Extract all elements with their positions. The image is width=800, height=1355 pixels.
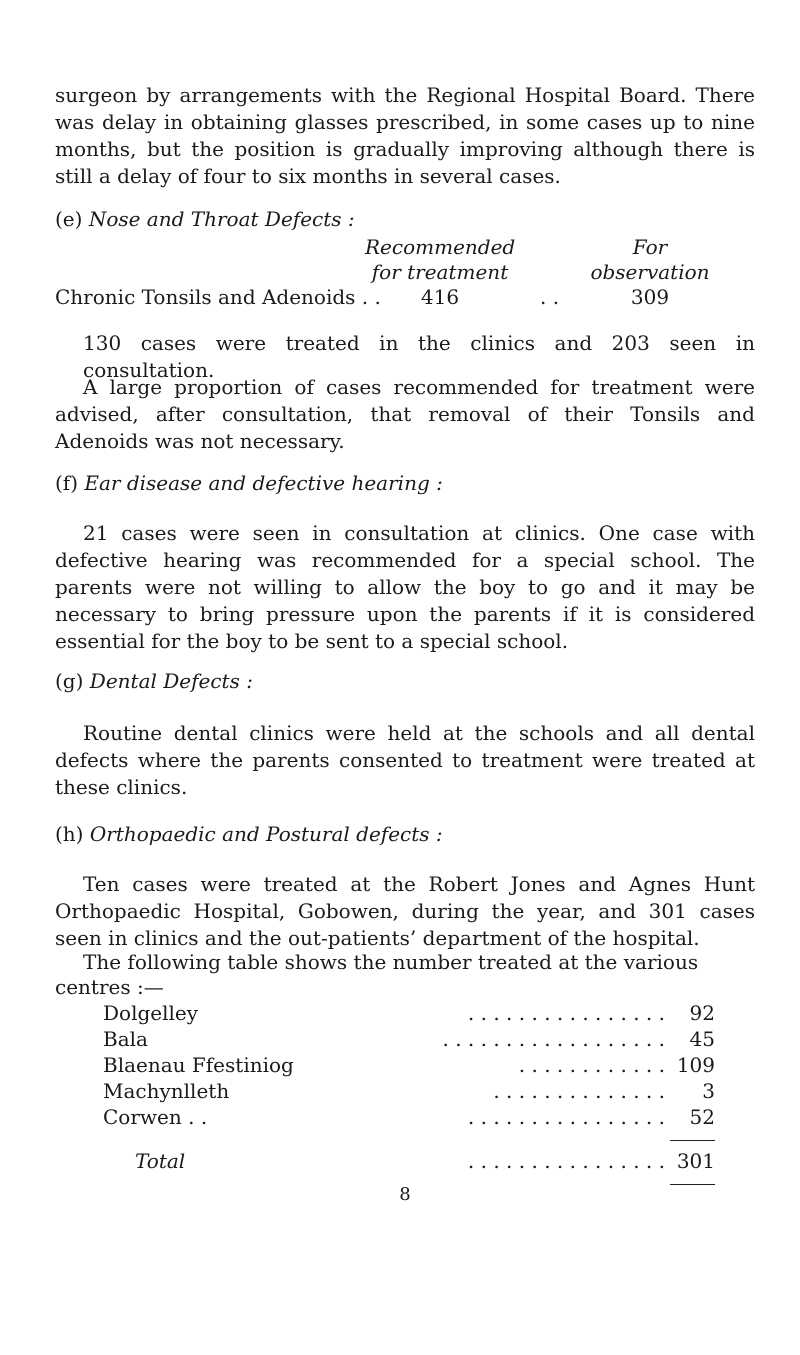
value-observation: 309 bbox=[630, 285, 670, 309]
centre-value: 52 bbox=[689, 1105, 715, 1129]
centre-leader: . . . . . . . . . . . . bbox=[518, 1053, 665, 1077]
intro-paragraph: surgeon by arrangements with the Regional Hospital Board. There was delay in obtaining glasses prescribed, in some cases up to nine months, but the position is gradually improving although there is still a delay of four to six months in several cases. bbox=[55, 83, 755, 188]
row-leader: . . bbox=[540, 285, 560, 309]
total-rule bbox=[670, 1184, 715, 1185]
col-recommended-line1: Recommended bbox=[365, 235, 516, 259]
section-e-para2: A large proportion of cases recommended for treatment were advised, after consultation, that removal of their Tonsils and Adenoids was not necessary. bbox=[55, 375, 755, 453]
col-recommended-line2: for treatment bbox=[371, 260, 509, 284]
section-h-para1: Ten cases were treated at the Robert Jones and Agnes Hunt Orthopaedic Hospital, Gobowen, during the year, and 301 cases seen in clinics and the out-patients’ department of the hospital. bbox=[55, 872, 755, 950]
centre-leader: . . . . . . . . . . . . . . . . bbox=[467, 1105, 665, 1129]
centre-value: 109 bbox=[676, 1053, 715, 1077]
section-h-para2-line2: centres :— bbox=[55, 975, 164, 999]
centre-name: Bala bbox=[103, 1027, 148, 1051]
section-f-letter: (f) bbox=[55, 471, 79, 495]
centre-value: 45 bbox=[689, 1027, 715, 1051]
section-f-title: Ear disease and defective hearing : bbox=[84, 471, 443, 495]
centre-leader: . . . . . . . . . . . . . . bbox=[493, 1079, 665, 1103]
section-h-para2-line1: The following table shows the number treated at the various bbox=[83, 950, 699, 974]
section-g-letter: (g) bbox=[55, 669, 84, 693]
section-g-heading bbox=[55, 669, 253, 693]
subtotal-rule bbox=[670, 1140, 715, 1141]
centre-name: Blaenau Ffestiniog bbox=[103, 1053, 294, 1077]
centre-name: Machynlleth bbox=[103, 1079, 230, 1103]
total-label: Total bbox=[135, 1149, 186, 1173]
section-f-para: 21 cases were seen in consultation at clinics. One case with defective hearing was recommended for a special school. The parents were not willing to allow the boy to go and it may be necessary to bring pressure upon the parents if it is considered essential for the boy to be sent to a special school. bbox=[55, 521, 755, 653]
col-observation-line2: observation bbox=[590, 260, 710, 284]
centre-value: 92 bbox=[689, 1001, 715, 1025]
total-leader: . . . . . . . . . . . . . . . . bbox=[467, 1149, 665, 1173]
section-e-heading bbox=[55, 207, 355, 231]
section-g-para: Routine dental clinics were held at the schools and all dental defects where the parents consented to treatment were treated at these clinics. bbox=[55, 721, 755, 799]
row-label-tonsils: Chronic Tonsils and Adenoids . . bbox=[55, 285, 381, 309]
col-observation-line1: For bbox=[632, 235, 668, 259]
section-h-letter: (h) bbox=[55, 822, 84, 846]
value-treatment: 416 bbox=[420, 285, 460, 309]
section-g-title: Dental Defects : bbox=[89, 669, 253, 693]
page-number: 8 bbox=[399, 1184, 411, 1205]
section-h-heading bbox=[55, 822, 443, 846]
centre-leader: . . . . . . . . . . . . . . . . . . bbox=[442, 1027, 665, 1051]
total-value: 301 bbox=[676, 1149, 715, 1173]
centre-name: Dolgelley bbox=[103, 1001, 199, 1025]
section-e-letter: (e) bbox=[55, 207, 83, 231]
centre-value: 3 bbox=[702, 1079, 715, 1103]
centre-name: Corwen . . bbox=[103, 1105, 208, 1129]
centre-leader: . . . . . . . . . . . . . . . . bbox=[467, 1001, 665, 1025]
section-e-title: Nose and Throat Defects : bbox=[88, 207, 355, 231]
section-e-para1: 130 cases were treated in the clinics and 203 seen in consultation. bbox=[83, 331, 755, 382]
section-h-title: Orthopaedic and Postural defects : bbox=[89, 822, 443, 846]
section-f-heading bbox=[55, 471, 443, 495]
